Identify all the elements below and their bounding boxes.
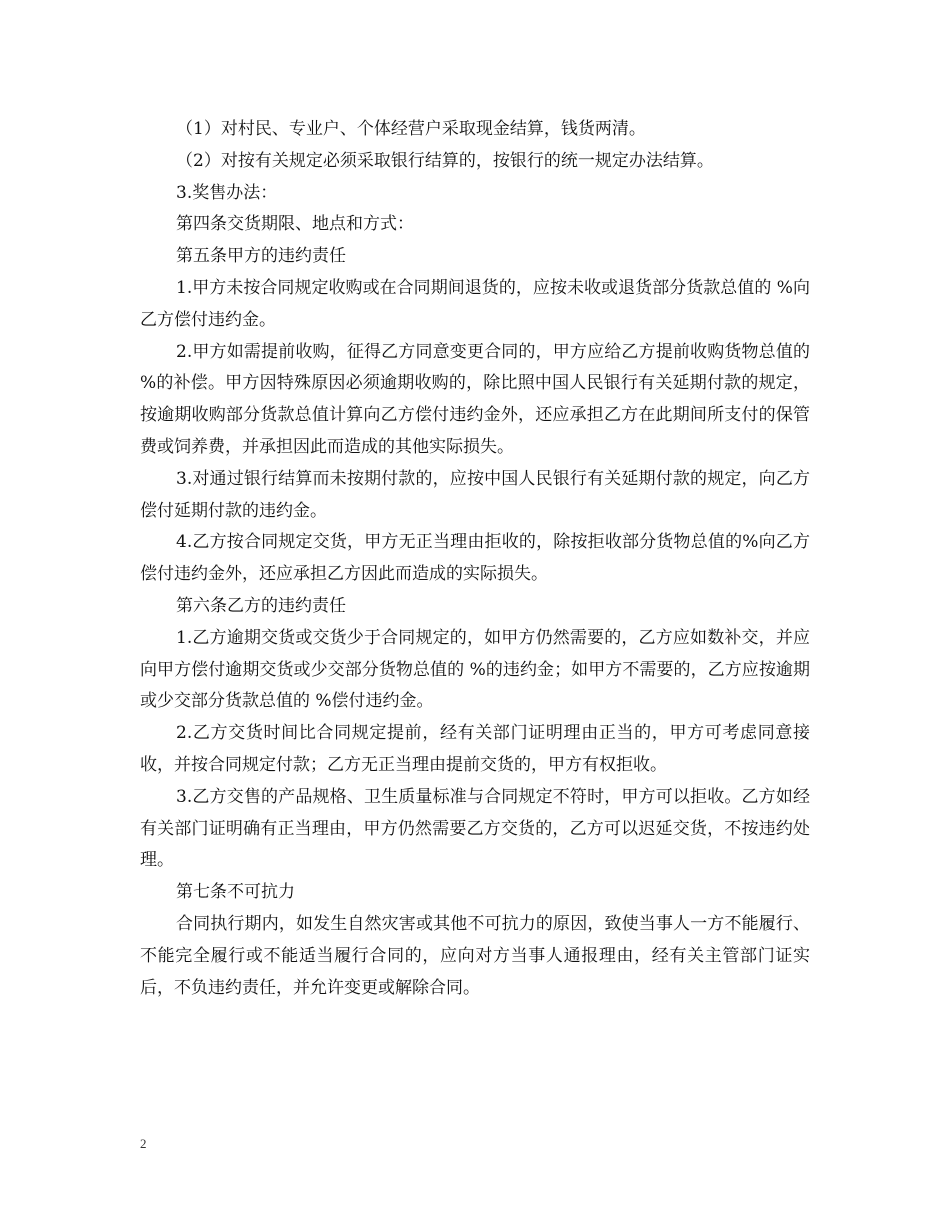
paragraph: 4.乙方按合同规定交货，甲方无正当理由拒收的，除按拒收部分货物总值的%向乙方偿付违约金外，还应承担乙方因此而造成的实际损失。 <box>140 532 810 585</box>
paragraph: 2.甲方如需提前收购，征得乙方同意变更合同的，甲方应给乙方提前收购货物总值的 %的补偿。甲方因特殊原因必须逾期收购的，除比照中国人民银行有关延期付款的规定，按逾期收购部分货款总值计算向乙方偿付违约金外，还应承担乙方在此期间所支付的保管费或饲养费，并承担因此而造成的其他实际损失。 <box>140 341 810 457</box>
page-number: 2 <box>140 1136 147 1151</box>
paragraph: 3.奖售办法： <box>176 182 278 203</box>
paragraph: 3.乙方交售的产品规格、卫生质量标准与合同规定不符时，甲方可以拒收。乙方如经有关部门证明确有正当理由，甲方仍然需要乙方交货的，乙方可以迟延交货，不按违约处理。 <box>140 786 810 871</box>
paragraph: 2.乙方交货时间比合同规定提前，经有关部门证明理由正当的，甲方可考虑同意接收，并按合同规定付款；乙方无正当理由提前交货的，甲方有权拒收。 <box>140 723 810 775</box>
paragraph: 3.对通过银行结算而未按期付款的，应按中国人民银行有关延期付款的规定，向乙方偿付延期付款的违约金。 <box>140 468 810 521</box>
section-heading: 第四条交货期限、地点和方式： <box>176 214 414 235</box>
section-heading: 第七条不可抗力 <box>176 882 295 903</box>
section-heading: 第五条甲方的违约责任 <box>176 246 346 267</box>
paragraph: （2）对按有关规定必须采取银行结算的，按银行的统一规定办法结算。 <box>176 150 714 171</box>
paragraph: 1.甲方未按合同规定收购或在合同期间退货的，应按未收或退货部分货款总值的 %向乙方偿付违约金。 <box>140 277 810 330</box>
paragraph: 1.乙方逾期交货或交货少于合同规定的，如甲方仍然需要的，乙方应如数补交，并应向甲方偿付逾期交货或少交部分货物总值的 %的违约金；如甲方不需要的，乙方应按逾期或少交部分货款总值的 %偿付违约金。 <box>140 627 810 712</box>
section-heading: 第六条乙方的违约责任 <box>176 595 346 616</box>
document-body <box>140 114 810 1004</box>
paragraph: （1）对村民、专业户、个体经营户采取现金结算，钱货两清。 <box>176 119 646 139</box>
paragraph: 合同执行期内，如发生自然灾害或其他不可抗力的原因，致使当事人一方不能履行、不能完全履行或不能适当履行合同的，应向对方当事人通报理由，经有关主管部门证实后，不负违约责任，并允许变更或解除合同。 <box>140 913 810 998</box>
